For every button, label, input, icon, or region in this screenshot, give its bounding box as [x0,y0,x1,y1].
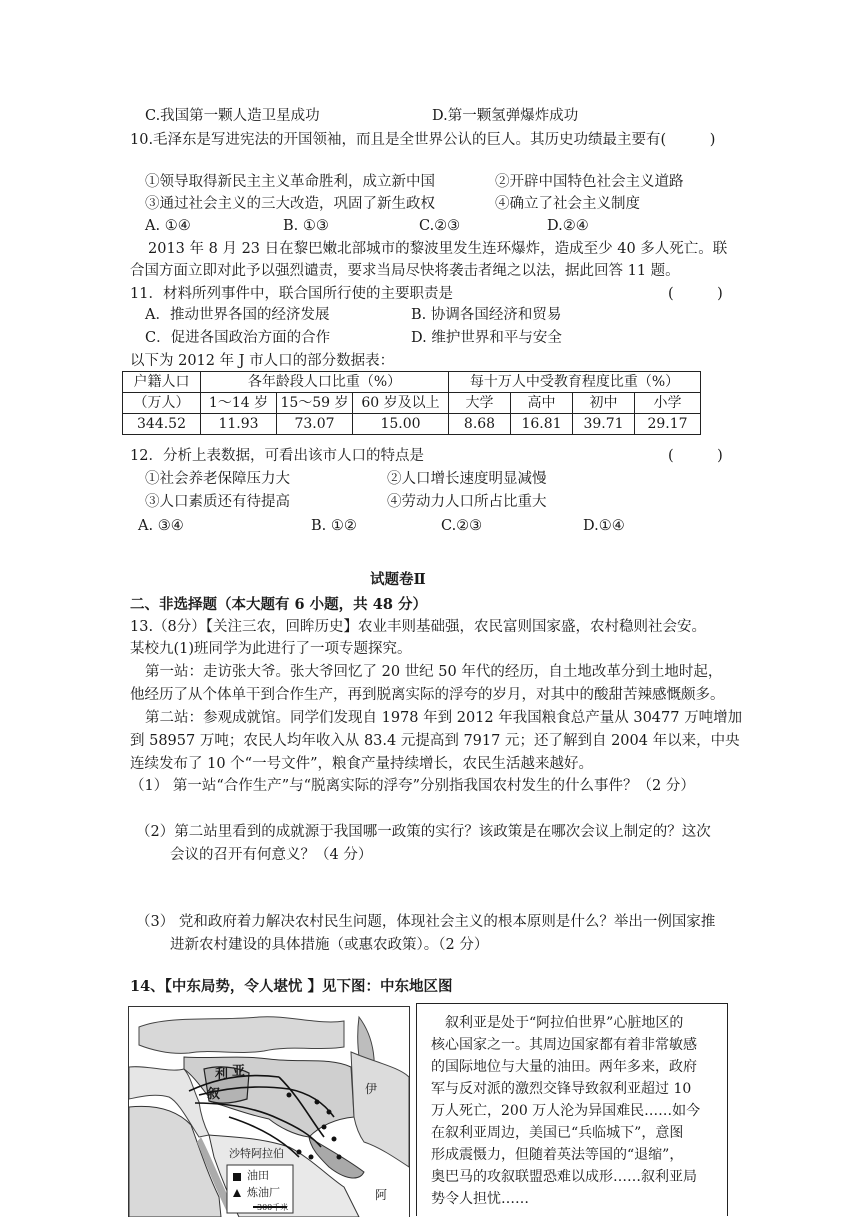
q12-item-4: ④劳动力人口所占比重大 [387,494,547,510]
q11-option-b: B. 协调各国经济和贸易 [411,307,562,323]
cell-population: 344.52 [123,414,201,435]
q10-item-2: ②开辟中国特色社会主义道路 [495,174,684,190]
cell-edu-value: 39.71 [573,414,635,435]
q12-option-a: A. ③④ [138,518,184,534]
q14-title [130,977,452,997]
table-row [123,372,701,393]
passage-11-line-2: 合国方面立即对此予以强烈谴责，要求当局尽快将袭击者绳之以法，据此回答 11 题。 [130,263,680,279]
cell-age-value: 15.00 [353,414,449,435]
q13-line-6: 到 58957 万吨；农民人均年收入从 83.4 元提高到 7917 元；还了解到自 2004 年以来，中央 [130,733,740,749]
q10-option-a: A. ①④ [145,218,191,234]
map-label-region: 沙特阿拉伯 [229,1147,284,1160]
header-age-col: 15～59 岁 [277,393,353,414]
header-age-col: 1～14 岁 [201,393,277,414]
header-population: 户籍人口 [123,372,201,393]
q12-item-2: ②人口增长速度明显减慢 [387,471,547,487]
header-education: 每十万人中受教育程度比重（%） [449,372,701,393]
q13-sub-1: （1） 第一站“合作生产”与“脱离实际的浮夸”分别指我国农村发生的什么事件？（2 分） [130,778,695,794]
header-edu-col: 高中 [511,393,573,414]
q12-item-3: ③人口素质还有待提高 [145,494,290,510]
q12-stem: 12．分析上表数据，可看出该市人口的特点是 [130,448,424,464]
q11-answer-paren: ( ) [668,286,723,302]
q13-sub-2-line-2: 会议的召开有何意义？（4 分） [170,847,373,863]
q10-stem: 10.毛泽东是写进宪法的开国领袖，而且是全世界公认的巨人。其历史功绩最主要有( ) [130,132,716,148]
q13-line-5: 第二站：参观成就馆。同学们发现自 1978 年到 2012 年我国粮食总产量从 30477 万吨增加 [145,710,743,726]
q13-sub-2-line-1: （2）第二站里看到的成就源于我国哪一政策的实行？该政策是在哪次会议上制定的？这次 [136,824,711,840]
q13-line-1: 13.（8分）【关注三农，回眸历史】农业丰则基础强，农民富则国家盛，农村稳则社会安。 [130,619,707,635]
middle-east-map [128,1006,410,1217]
q13-sub-3-line-1: （3） 党和政府着力解决农村民生问题，体现社会主义的根本原则是什么？举出一例国家推 [136,914,716,930]
passage-line: 奥巴马的攻叙联盟恐难以成形……叙利亚局 [431,1169,697,1185]
q10-option-b: B. ①③ [283,218,329,234]
header-edu-col: 初中 [573,393,635,414]
passage-line: 核心国家之一。其周边国家都有着非常敏感 [431,1037,697,1053]
passage-line: 万人死亡，200 万人沦为异国难民……如今 [431,1103,701,1119]
header-edu-col: 大学 [449,393,511,414]
table-row [123,414,701,435]
q12-item-1: ①社会养老保障压力大 [145,471,290,487]
q12-option-d: D.①④ [583,518,625,534]
q11-option-d: D. 维护世界和平与安全 [411,330,562,346]
q13-line-7: 连续发布了 10 个“一号文件”，粮食产量持续增长，农民生活越来越好。 [130,756,593,772]
section-heading: 二、非选择题（本大题有 6 小题，共 48 分） [130,596,427,613]
q14-title-text: 14、【中东局势，令人堪忧 】见下图：中东地区图 [130,978,453,995]
map-label-yi: 伊 [365,1082,378,1096]
map-label-li: 利 [215,1067,229,1082]
q12-option-b: B. ①② [311,518,357,534]
passage-line: 在叙利亚周边，美国已“兵临城下”，意图 [431,1125,684,1141]
q13-line-3: 第一站：走访张大爷。张大爷回忆了 20 世纪 50 年代的经历，自土地改革分到土地时起， [145,664,723,680]
population-table [122,371,701,435]
header-population-unit: （万人） [123,393,201,414]
passage-line: 的国际地位与大量的油田。两年多来，政府 [431,1059,697,1075]
q12-option-c: C.②③ [441,518,483,534]
q11-option-c: C．促进各国政治方面的合作 [145,330,331,346]
q14-passage-box [416,1003,728,1216]
table-intro: 以下为 2012 年 J 市人口的部分数据表： [130,353,395,369]
q13-line-4: 他经历了从个体单干到合作生产，再到脱离实际的浮夸的岁月，对其中的酸甜苦辣感慨颇多。 [130,687,725,703]
header-edu-col: 小学 [635,393,701,414]
cell-edu-value: 8.68 [449,414,511,435]
passage-line: 势令人担忧…… [431,1191,529,1207]
passage-line: 军与反对派的激烈交锋导致叙利亚超过 10 [431,1081,692,1097]
q12-answer-paren: ( ) [668,448,723,464]
q11-stem: 11．材料所列事件中，联合国所行使的主要职责是 [130,286,453,302]
passage-11-line-1: 2013 年 8 月 23 日在黎巴嫩北部城市的黎波里发生连环爆炸，造成至少 40 多人死亡。联 [148,241,728,257]
map-legend-refinery: 炼油厂 [247,1186,280,1199]
map-label-e: 阿 [375,1188,388,1202]
q10-item-3: ③通过社会主义的三大改造，巩固了新生政权 [145,196,435,212]
q9-option-d: D.第一颗氢弹爆炸成功 [432,108,579,124]
q10-option-c: C.②③ [419,218,461,234]
q10-item-1: ①领导取得新民主主义革命胜利，成立新中国 [145,174,435,190]
section-title: 试题卷Ⅱ [370,571,426,588]
q10-option-d: D.②④ [547,218,589,234]
cell-edu-value: 29.17 [635,414,701,435]
q10-item-4: ④确立了社会主义制度 [495,196,640,212]
map-legend-oilfield: 油田 [247,1169,269,1182]
header-age-col: 60 岁及以上 [353,393,449,414]
cell-age-value: 11.93 [201,414,277,435]
header-age-groups: 各年龄段人口比重（%） [201,372,449,393]
map-label-xu: 叙 [207,1087,221,1102]
table-row [123,393,701,414]
q11-option-a: A．推动世界各国的经济发展 [145,307,330,323]
passage-line: 形成震慑力，但随着英法等国的“退缩”， [431,1147,684,1163]
map-label-ya: 亚 [232,1064,246,1079]
map-scale: 300千米 [257,1203,289,1212]
passage-line: 叙利亚是处于“阿拉伯世界”心脏地区的 [445,1015,684,1031]
q13-line-2: 某校九(1)班同学为此进行了一项专题探究。 [130,641,412,657]
cell-age-value: 73.07 [277,414,353,435]
cell-edu-value: 16.81 [511,414,573,435]
q13-sub-3-line-2: 进新农村建设的具体措施（或惠农政策）。（2 分） [170,937,489,953]
q9-option-c: C.我国第一颗人造卫星成功 [145,108,320,124]
